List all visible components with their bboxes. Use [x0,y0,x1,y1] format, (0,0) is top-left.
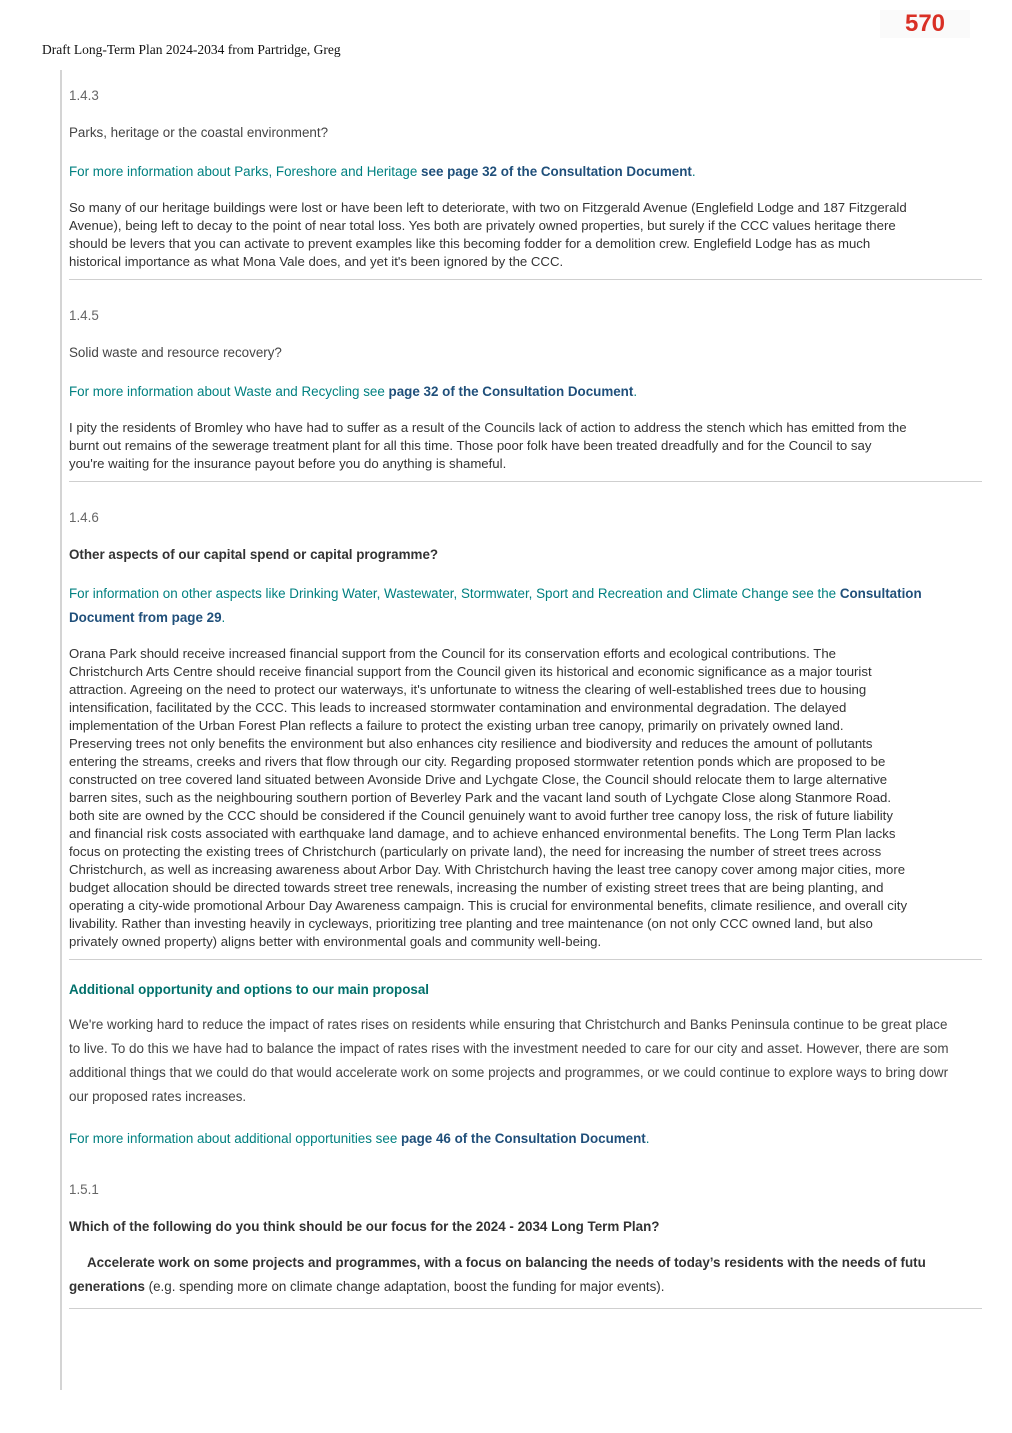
question-number: 1.4.6 [69,510,99,525]
question-title: Parks, heritage or the coastal environment? [69,125,329,140]
info-suffix: . [691,164,696,179]
lead-line: We're working hard to reduce the impact of rates rises on residents while ensuring that Christchurch and Banks Peninsula continue to be great place [69,1017,948,1032]
selected-choice [69,1251,982,1299]
info-prefix: For more information about Parks, Foreshore and Heritage [69,164,422,179]
question-1-4-6 [69,482,982,960]
answer-text: So many of our heritage buildings were lost or have been left to deteriorate, with two on Fitzgerald Avenue (Englefield Lodge and 187 Fitzgerald Avenue), being left to decay to the point of near total loss. Yes both are privately owned properties, but surely if the CCC values heritage there should be levers that you can activate to prevent examples like this becoming fodder for a demolition crew. Englefield Lodge has as much historical importance as what Mona Vale does, and yet it's been ignored by the CCC. [69,200,907,269]
document-header: Draft Long-Term Plan 2024-2034 from Partridge, Greg [42,42,341,57]
question-1-5-1 [69,1151,982,1309]
choice-bold: generations [69,1279,145,1294]
info-text [69,1127,982,1151]
page-number: 570 [880,10,970,38]
lead-paragraph [69,1013,982,1109]
lead-line: to live. To do this we have had to balance the impact of rates rises with the investment needed to care for our city and asset. However, there are som [69,1041,949,1056]
submission-content [60,70,984,1390]
question-title: Other aspects of our capital spend or capital programme? [69,547,439,562]
answer-text: Orana Park should receive increased financial support from the Council for its conservation efforts and ecological contributions. The Christchurch Arts Centre should receive financial support from the Council given its historical and economic significance as a major tourist attraction. Agreeing on the need to protect our waterways, it's unfortunate to witness the clearing of well-established trees due to housing intensification, facilitated by the CCC. This leads to increased stormwater contamination and environmental degradation. The delayed implementation of the Urban Forest Plan reflects a failure to protect the existing urban tree canopy, primarily on privately owned land. Preserving trees not only benefits the environment but also enhances city resilience and biodiversity and reduces the amount of pollutants entering the streams, creeks and rivers that flow through our city. Regarding proposed stormwater retention ponds which are proposed to be constructed on tree covered land situated between Avonside Drive and Lychgate Close, the Council should relocate them to large alternative barren sites, such as the neighbouring southern portion of Beverley Park and the vacant land south of Lychgate Close along Stanmore Road. both site are owned by the CCC should be considered if the Council genuinely want to avoid further tree canopy loss, the risk of future liability and financial risk costs associated with earthquake land damage, and to achieve enhanced environmental benefits. The Long Term Plan lacks focus on protecting the existing trees of Christchurch (particularly on private land), the need for increasing the number of street trees across Christchurch, as well as increasing awareness about Arbor Day. With Christchurch having the least tree canopy cover among major cities, more budget allocation should be directed towards street tree renewals, increasing the number of existing street trees that are being planting, and operating a city-wide promotional Arbour Day Awareness campaign. This is crucial for environmental benefits, climate resilience, and overall city livability. Rather than investing heavily in cycleways, prioritizing tree planting and tree maintenance (on not only CCC owned land, but also privately owned property) aligns better with environmental goals and community well-being. [69,646,908,949]
info-prefix: For more information about Waste and Recycling see [69,384,389,399]
lead-line: additional things that we could do that would accelerate work on some projects and programmes, or we could continue to explore ways to bring dowr [69,1065,949,1080]
info-prefix: For more information about additional opportunities see [69,1131,401,1146]
lead-line: our proposed rates increases. [69,1089,247,1104]
answer-text: I pity the residents of Bromley who have had to suffer as a result of the Councils lack of action to address the stench which has emitted from the burnt out remains of the sewerage treatment plant for all this time. Those poor folk have been treated dreadfully and for the Council to say you're waiting for the insurance payout before you do anything is shameful. [69,420,907,471]
info-prefix: For information on other aspects like Drinking Water, Wastewater, Stormwater, Sport and Recreation and Climate Change see the [69,586,840,601]
question-number: 1.5.1 [69,1182,99,1197]
info-text [69,160,982,184]
choice-detail: (e.g. spending more on climate change adaptation, boost the funding for major events). [144,1279,665,1294]
section-divider [69,1308,982,1309]
question-title: Solid waste and resource recovery? [69,345,282,360]
info-link[interactable]: see page 32 of the Consultation Document [421,164,692,179]
info-text [69,380,982,404]
question-number: 1.4.3 [69,88,99,103]
info-link[interactable]: page 32 of the Consultation Document [388,384,634,399]
info-text [69,582,974,630]
info-suffix: . [645,1131,650,1146]
info-link[interactable]: Consultation Document from page 29 [69,586,922,625]
question-number: 1.4.5 [69,308,99,323]
section-heading: Additional opportunity and options to our main proposal [69,982,430,997]
question-1-4-5 [69,280,982,482]
info-suffix: . [633,384,638,399]
question-1-4-3 [69,70,982,280]
info-suffix: . [221,610,226,625]
question-title: Which of the following do you think should be our focus for the 2024 - 2034 Long Term Plan? [69,1219,660,1234]
info-link[interactable]: page 46 of the Consultation Document [400,1131,646,1146]
choice-line: Accelerate work on some projects and programmes, with a focus on balancing the needs of today’s residents with the needs of futu [87,1255,926,1270]
additional-opportunity-section [69,960,982,1151]
